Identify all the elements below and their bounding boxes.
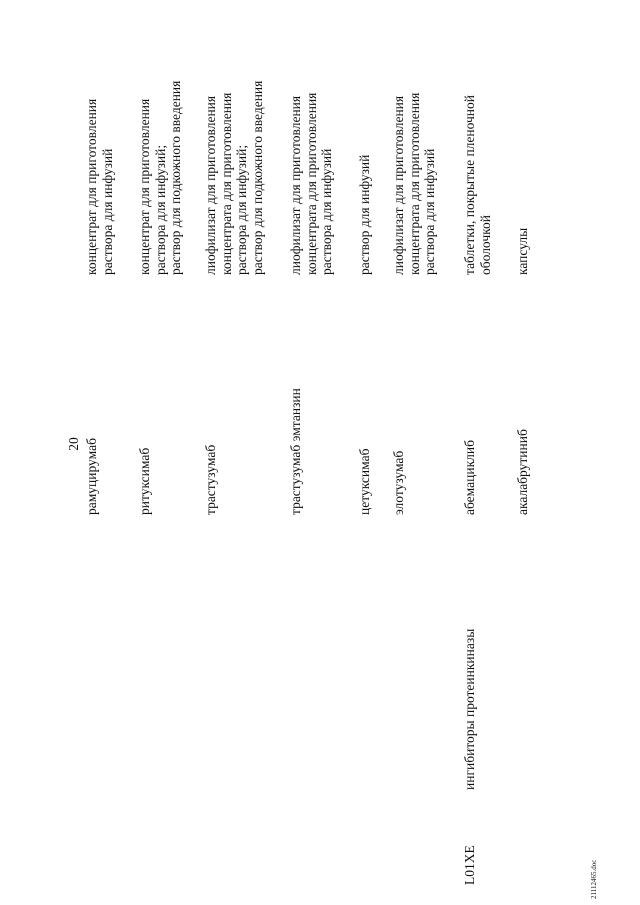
dosage-form [288, 93, 335, 275]
dosage-form [203, 81, 265, 275]
drug-name: цетуксимаб [357, 448, 372, 515]
dosage-form-line: лиофилизат для приготовления [288, 95, 303, 275]
drug-name: элотузумаб [391, 450, 406, 515]
drug-name: рамуцирумаб [84, 438, 99, 515]
dosage-form [84, 99, 115, 275]
pharm-group: ингибиторы протеинкиназы [462, 628, 477, 790]
atc-code: L01XE [462, 845, 477, 885]
dosage-form-line: лиофилизат для приготовления [203, 95, 218, 275]
dosage-form-line: раствор для подкожного введения [168, 80, 183, 275]
dosage-form-line: концентрата для приготовления [303, 92, 319, 275]
footer-filename: 21112465.doc [590, 859, 598, 899]
drug-name: трастузумаб эмтанзин [288, 388, 303, 515]
page-number: 20 [66, 437, 81, 451]
drug-name: акалабрутиниб [515, 429, 530, 515]
dosage-form-line: раствор для подкожного введения [249, 80, 265, 275]
dosage-form-line: таблетки, покрытые пленочной [462, 94, 477, 275]
dosage-form-line: раствора для инфузий; [234, 144, 249, 275]
dosage-form-line: оболочкой [477, 215, 493, 275]
dosage-form [357, 155, 373, 275]
dosage-form-line: концентрат для приготовления [84, 98, 99, 275]
drug-name: трастузумаб [203, 444, 218, 515]
drug-name: ритуксимаб [137, 447, 152, 515]
dosage-form [515, 228, 531, 275]
drug-name: абемациклиб [462, 440, 477, 515]
dosage-form-line: концентрат для приготовления [137, 98, 152, 275]
dosage-form-line: раствора для инфузий [99, 148, 115, 275]
dosage-form-line: концентрата для приготовления [218, 92, 234, 275]
dosage-form-line: капсулы [515, 227, 530, 275]
dosage-form-line: концентрата для приготовления [406, 92, 422, 275]
dosage-form-line: раствора для инфузий [422, 148, 437, 275]
dosage-form [462, 95, 493, 275]
dosage-form-line: лиофилизат для приготовления [391, 95, 406, 275]
dosage-form [137, 81, 184, 275]
dosage-form-line: раствор для инфузий [357, 154, 372, 275]
dosage-form-line: раствора для инфузий [319, 148, 334, 275]
dosage-form-line: раствора для инфузий; [152, 144, 168, 275]
dosage-form [391, 93, 438, 275]
